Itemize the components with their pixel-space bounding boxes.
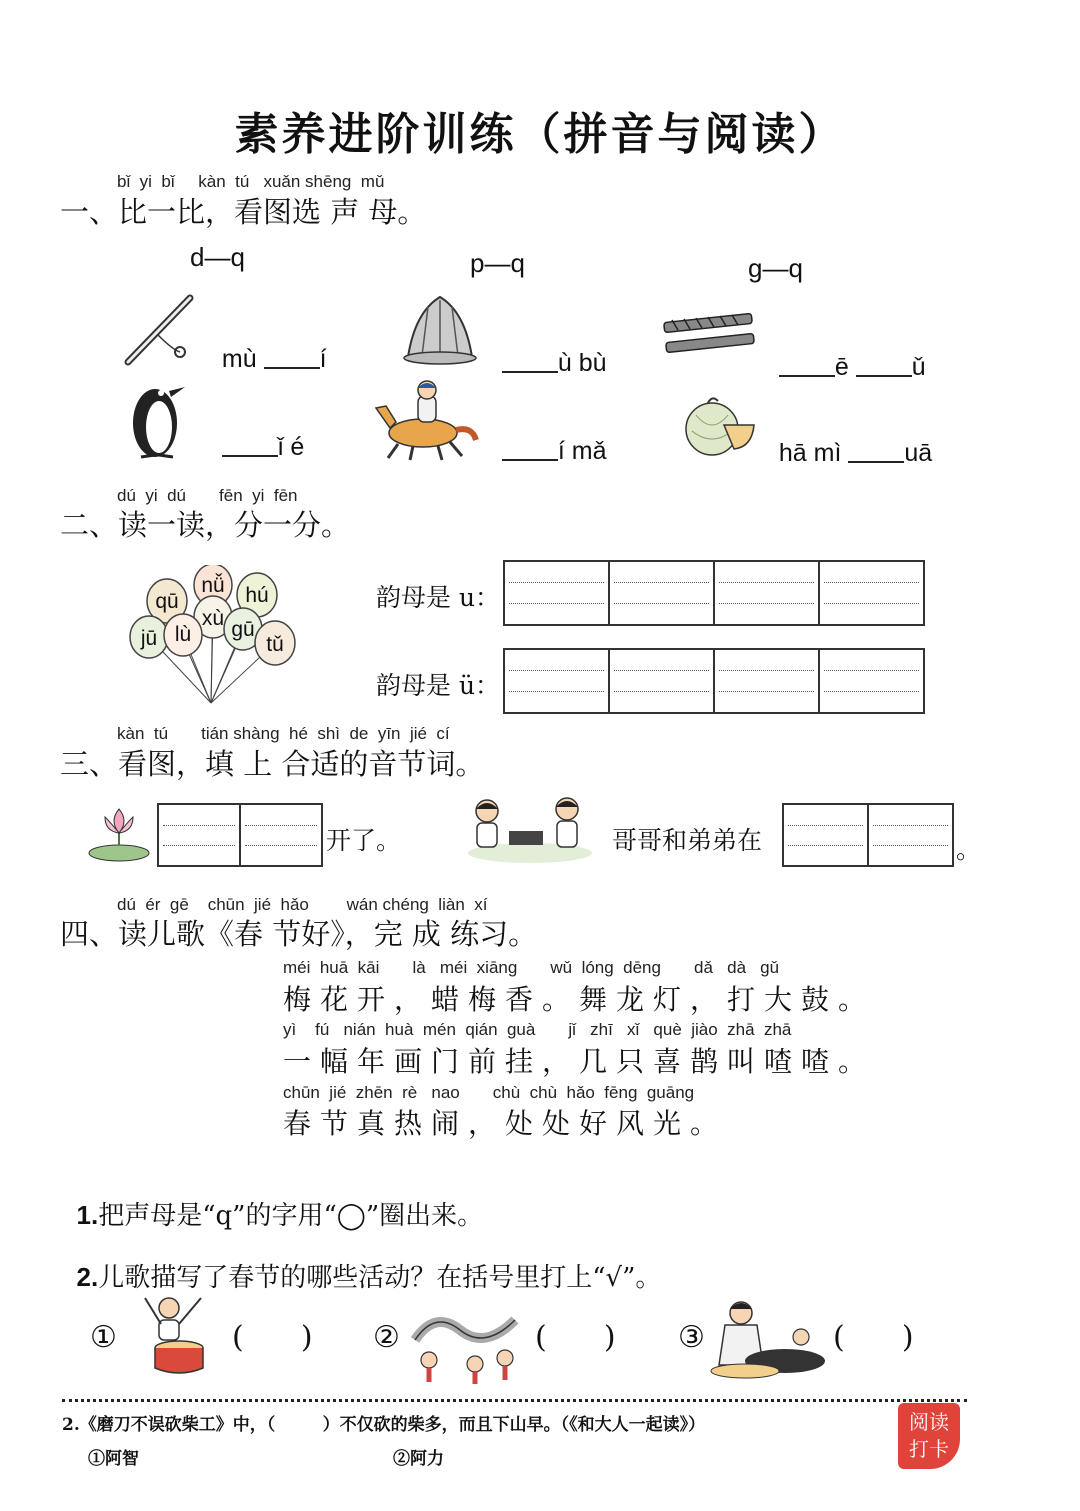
item-penguin-after: ǐ é [277,433,305,461]
item-melon-after: uā [904,439,933,467]
balloon-ju: jū [140,627,158,650]
dumplings-picture [705,1295,830,1380]
reading-checkin-badge[interactable] [898,1403,960,1469]
option-2-number: ② [373,1320,400,1355]
pair-p-q: p—q [470,248,525,278]
horse-rider-picture [368,378,480,463]
lotus-suffix: 开了。 [326,826,402,855]
hat-blank[interactable] [502,351,558,373]
item-horse [488,408,607,466]
footer-option-2: ②阿力 [393,1449,444,1469]
grid-u-cell[interactable] [820,562,923,624]
section1-heading: 一、比一比，看图选 声 母。 [60,195,427,229]
pair-g-q: g—q [748,253,803,283]
item-penguin [208,404,304,462]
option-1-number: ① [90,1320,117,1355]
question-1-text: 把声母是“q”的字用“◯”圈出来。 [98,1201,484,1231]
flute-picture [118,290,198,370]
chess-brothers-picture [465,795,595,865]
poem-line2: 一幅年画门前挂，几只喜鹊叫喳喳。 [283,1045,876,1078]
balloon-gu: gū [231,618,255,641]
balloon-qu: qū [155,590,179,613]
grid-v-cell[interactable] [505,650,610,712]
badge-line2: 打卡 [909,1437,949,1461]
melon-blank[interactable] [848,441,904,463]
section1-pinyin: bǐ yi bǐ kàn tú xuǎn shēng mǔ [117,172,385,191]
item-rope-after: ǔ [911,353,926,381]
grid-brothers[interactable] [782,803,954,867]
poem-line1-pinyin: méi huā kāi là méi xiāng wǔ lóng dēng dǎ dà gǔ [283,958,780,977]
option-2-paren[interactable]: ( ) [535,1320,616,1355]
poem-line2-pinyin: yì fú nián huà mén qián guà jǐ zhī xǐ què jiào zhā zhā [283,1020,792,1039]
dragon-dance-picture [405,1300,525,1385]
question-2-text: 儿歌描写了春节的哪些活动？在括号里打上“√”。 [98,1263,662,1293]
question-2-number: 2. [76,1262,99,1292]
grid-brothers-cell[interactable] [784,805,869,865]
grid-brothers-cell[interactable] [869,805,952,865]
drum-picture [125,1290,220,1375]
balloon-lu: lù [174,623,192,646]
brothers-prefix: 哥哥和弟弟在 [612,826,763,855]
balloon-tu: tǔ [266,633,284,656]
footer-question: 2.《磨刀不误砍柴工》中，（ ）不仅砍的柴多，而且下山早。（《和大人一起读》） [62,1415,706,1435]
grid-v-cell[interactable] [610,650,715,712]
option-3-paren[interactable]: ( ) [833,1320,914,1355]
item-melon-before: hā mì [778,439,849,467]
section2-pinyin: dú yi dú fēn yi fēn [117,486,298,505]
item-melon [765,410,932,468]
grid-u-cell[interactable] [610,562,715,624]
section4-heading: 四、读儿歌《春 节好》，完 成 练习。 [60,917,538,951]
poem-line3-pinyin: chūn jié zhēn rè nao chù chù hǎo fēng guāng [283,1083,695,1102]
grid-u-cell[interactable] [505,562,610,624]
item-horse-after: í mǎ [557,437,607,465]
option-3-number: ③ [678,1320,705,1355]
poem-line3: 春节真热闹，处处好风光。 [283,1107,728,1140]
item-rope-middle: ē [834,353,856,381]
rope-picture [660,312,760,357]
grid-lotus-cell[interactable] [159,805,241,865]
footer-option-1: ①阿智 [88,1449,139,1469]
section3-pinyin: kàn tú tián shàng hé shì de yīn jié cí [117,724,450,743]
section3-heading: 三、看图，填 上 合适的音节词。 [60,747,485,781]
flute-blank[interactable] [264,347,320,369]
item-rope [765,324,926,382]
horse-blank[interactable] [502,439,558,461]
option-1-paren[interactable]: ( ) [232,1320,313,1355]
penguin-blank[interactable] [222,435,278,457]
balloon-cluster [125,565,305,710]
item-flute-before: mù [221,345,264,373]
item-flute [208,316,327,374]
grid-v-cell[interactable] [820,650,923,712]
lotus-picture [85,805,155,865]
section2-heading: 二、读一读，分一分。 [60,508,351,542]
rope-blank-2[interactable] [856,355,912,377]
grid-v[interactable] [503,648,925,714]
badge-line1: 阅读 [909,1410,949,1434]
section4-pinyin: dú ér gē chūn jié hǎo wán chéng liàn xí [117,895,488,914]
balloon-nv: nǚ [201,574,225,597]
grid-u-cell[interactable] [715,562,820,624]
grid-lotus-cell[interactable] [241,805,321,865]
poem-line1: 梅花开，蜡梅香。舞龙灯，打大鼓。 [283,983,876,1016]
row-u-label: 韵母是 u： [376,583,501,612]
rope-blank-1[interactable] [779,355,835,377]
question-1 [60,1165,483,1232]
footer-divider [62,1399,967,1402]
grid-lotus[interactable] [157,803,323,867]
brothers-end-mark: 。 [956,835,982,864]
question-2 [60,1227,661,1294]
melon-picture [682,395,757,460]
grid-u[interactable] [503,560,925,626]
item-hat-after: ù bù [557,349,607,377]
penguin-picture [125,375,190,460]
balloon-hu: hú [245,584,269,607]
grid-v-cell[interactable] [715,650,820,712]
item-hat [488,320,607,378]
balloon-xu: xù [201,607,225,630]
question-1-number: 1. [76,1200,99,1230]
page-title: 素养进阶训练（拼音与阅读） [234,109,846,160]
bamboo-hat-picture [400,292,480,367]
item-flute-after: í [319,345,327,373]
pair-d-q: d—q [190,242,245,272]
row-v-label: 韵母是 ü： [376,671,501,700]
